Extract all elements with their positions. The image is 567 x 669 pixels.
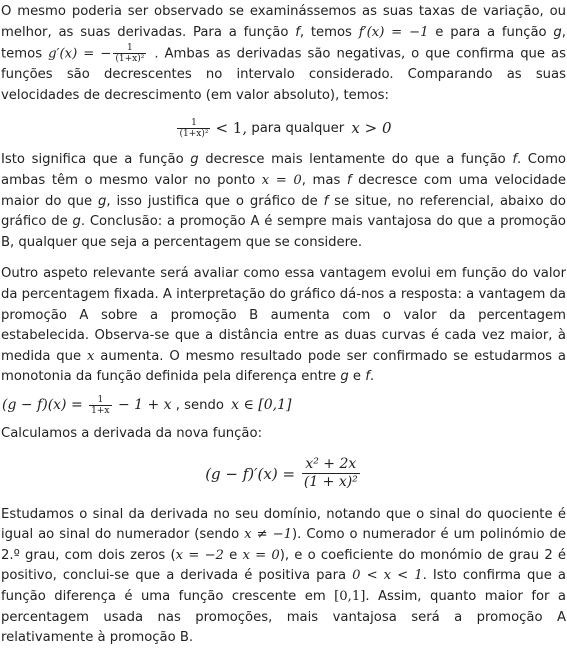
text: , isso justifica que o gráfico de xyxy=(106,193,324,209)
text: . Como ambas têm o mesmo valor no ponto xyxy=(1,152,566,189)
math-lhs: (g − f)′(x) = xyxy=(205,464,300,483)
text: O mesmo poderia ser observado se examinássemos as suas taxas de variação, ou melhor, as suas derivadas. Para a função xyxy=(1,4,566,40)
math-zero: x = 0 xyxy=(242,547,280,563)
math-point: x = 0 xyxy=(261,173,302,189)
function-name: g xyxy=(340,369,349,385)
math-interval: 0 < x < 1 xyxy=(352,568,423,584)
fraction-denominator: (1+x)² xyxy=(115,54,145,65)
paragraph-advantage xyxy=(1,264,566,388)
text: , mas xyxy=(301,173,347,189)
text: e xyxy=(348,369,366,385)
text: ), e o coeficiente do monómio de grau 2 é positivo, conclui-se que a derivada é positiva para xyxy=(1,547,567,584)
text: . Assim, quanto maior for a percentagem usada nas promoções, mais vantajosa será a promoção A relativamente à promoção B. xyxy=(1,588,566,646)
math-relation: < 1, xyxy=(215,119,248,138)
text: , temos xyxy=(1,24,566,62)
text: e xyxy=(223,547,243,563)
text: Isto significa que a função xyxy=(1,152,191,168)
text: decresce mais lentamente do que a função xyxy=(198,152,513,168)
text: decresce com uma velocidade maior do que xyxy=(1,173,567,209)
fraction-numerator: 1 xyxy=(191,117,197,128)
fraction-numerator: 1 xyxy=(126,43,133,54)
function-name: f xyxy=(512,152,517,168)
paragraph-conclusion xyxy=(1,150,566,253)
derivative-display xyxy=(0,445,567,503)
fraction-denominator: 1+x xyxy=(91,405,110,416)
fraction xyxy=(89,395,111,416)
function-name: g xyxy=(190,152,199,168)
math-rhs: − 1 + x xyxy=(113,397,172,413)
paragraph-sign-study xyxy=(1,505,566,649)
text: para qualquer xyxy=(247,120,349,136)
fraction-denominator: (1+x)² xyxy=(179,128,209,139)
function-name: f xyxy=(323,193,329,209)
text: Calculamos a derivada da nova função: xyxy=(1,426,263,441)
text: Estudamos o sinal da derivada no seu domínio, notando que o sinal do quociente é igual ao sinal do numerador (sendo xyxy=(1,506,566,543)
math-variable: x xyxy=(87,348,95,364)
inequality-display xyxy=(0,106,567,150)
math-condition: x > 0 xyxy=(351,119,392,138)
function-name: g xyxy=(553,24,562,40)
fraction-denominator: (1 + x)² xyxy=(303,474,358,491)
text: Outro aspeto relevante será avaliar como essa vantagem evolui em função do valor da percentagem fixada. A interpretação do gráfico dá-nos a resposta: a vantagem da promoção A sobre a promoção B aumenta com o valor da percentagem estabelecida. Observa-se que a distância entre as duas curvas é cada vez maior, à medida que xyxy=(1,266,566,364)
paragraph-derivative-intro xyxy=(1,424,566,445)
difference-function-formula xyxy=(2,388,567,422)
text: . Ambas as derivadas são negativas, o que confirma que as funções são decrescentes no intervalo considerado. Comparando as suas velocidades de decrescimento (em valor absoluto), temos: xyxy=(1,46,566,103)
math-lhs: (g − f)(x) = xyxy=(2,397,88,413)
fraction-numerator: 1 xyxy=(97,394,104,405)
text: ). Como o numerador é um polinómio de 2.º grau, com dois zeros ( xyxy=(1,527,567,563)
text: aumenta. O mesmo resultado pode ser confirmado se estudarmos a monotonia da função definida pela diferença entre xyxy=(1,348,566,385)
text: . Conclusão: a promoção A é sempre mais vantajosa do que a promoção B, qualquer que seja a percentagem que se considere. xyxy=(1,214,566,250)
fraction xyxy=(113,43,146,64)
text: , temos xyxy=(299,24,359,40)
math-condition: x ≠ −1 xyxy=(244,527,293,543)
math-g-derivative: g′(x) = − xyxy=(48,46,112,62)
text: . Isto confirma que a função diferença é uma função crescente em xyxy=(1,568,566,604)
fraction-numerator: x² + 2x xyxy=(305,456,357,473)
text: , sendo xyxy=(171,397,229,413)
function-name: g xyxy=(98,193,107,209)
function-name: f xyxy=(365,369,370,385)
math-domain: x ∈ [0,1] xyxy=(231,397,292,413)
function-name: f xyxy=(295,24,300,40)
fraction xyxy=(302,456,360,491)
spacer xyxy=(0,253,567,264)
fraction xyxy=(177,118,210,139)
text: e para a função xyxy=(428,24,554,40)
math-f-derivative: f′(x) = −1 xyxy=(358,24,429,40)
function-name: f xyxy=(346,173,352,189)
text: . xyxy=(369,369,375,385)
math-interval: [0,1] xyxy=(334,588,366,604)
function-name: g xyxy=(72,214,81,230)
math-zero: x = −2 xyxy=(175,547,224,563)
paragraph-derivatives xyxy=(1,2,566,106)
text: se situe, no referencial, abaixo do gráfico de xyxy=(1,193,566,230)
